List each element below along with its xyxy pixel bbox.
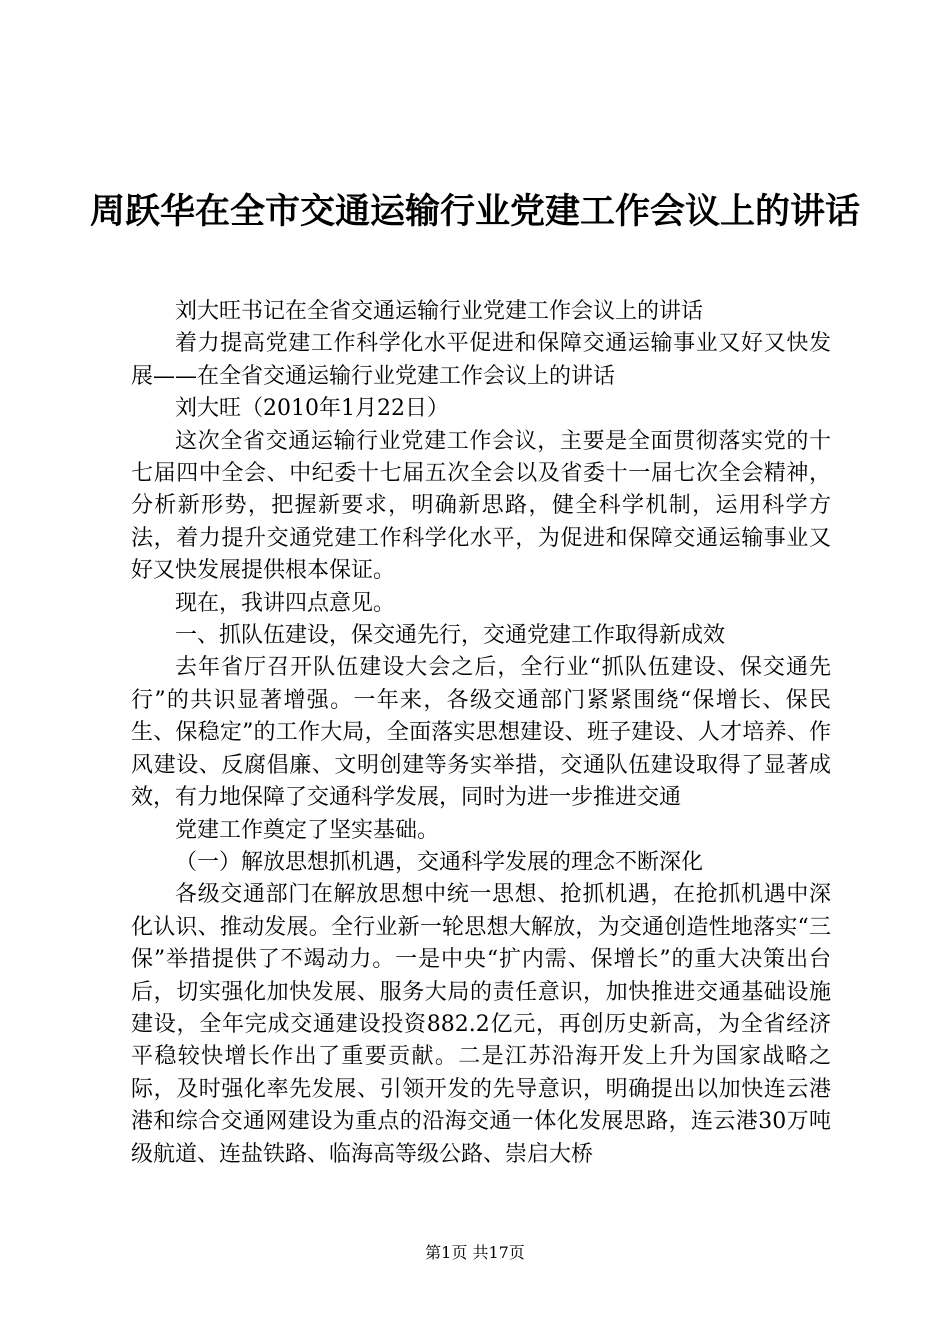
- body-paragraph: 刘大旺（2010年1月22日）: [175, 396, 449, 422]
- body-paragraph: 这次全省交通运输行业党建工作会议，主要是全面贯彻落实党的十七届四中全会、中纪委十七届五次全会以及省委十一届七次全会精神，分析新形势，把握新要求，明确新思路，健全科学机制，运用科学方法，着力提升交通党建工作科学化水平，为促进和保障交通运输事业又好又快发展提供根本保证。: [131, 428, 831, 584]
- subsection-heading: （一）解放思想抓机遇，交通科学发展的理念不断深化: [175, 849, 704, 875]
- body-paragraph: 现在，我讲四点意见。: [175, 590, 396, 616]
- body-paragraph: 刘大旺书记在全省交通运输行业党建工作会议上的讲话: [175, 299, 704, 324]
- body-paragraph: 着力提高党建工作科学化水平促进和保障交通运输事业又好又快发展——在全省交通运输行业党建工作会议上的讲话: [131, 331, 831, 389]
- section-heading: 一、抓队伍建设，保交通先行，交通党建工作取得新成效: [175, 623, 726, 649]
- page-footer: 第1页 共17页: [425, 1243, 525, 1262]
- document-body: [131, 296, 831, 1171]
- body-paragraph: 党建工作奠定了坚实基础。: [175, 817, 440, 843]
- document-title: 周跃华在全市交通运输行业党建工作会议上的讲话: [89, 192, 860, 232]
- body-paragraph: 去年省厅召开队伍建设大会之后，全行业“抓队伍建设、保交通先行”的共识显著增强。一年来，各级交通部门紧紧围绕“保增长、保民生、保稳定”的工作大局，全面落实思想建设、班子建设、人才培养、作风建设、反腐倡廉、文明创建等务实举措，交通队伍建设取得了显著成效，有力地保障了交通科学发展，同时为进一步推进交通: [131, 655, 831, 811]
- body-paragraph: 各级交通部门在解放思想中统一思想、抢抓机遇，在抢抓机遇中深化认识、推动发展。全行业新一轮思想大解放，为交通创造性地落实“三保”举措提供了不竭动力。一是中央“扩内需、保增长”的重大决策出台后，切实强化加快发展、服务大局的责任意识，加快推进交通基础设施建设，全年完成交通建设投资882.2亿元，再创历史新高，为全省经济平稳较快增长作出了重要贡献。二是江苏沿海开发上升为国家战略之际，及时强化率先发展、引领开发的先导意识，明确提出以加快连云港港和综合交通网建设为重点的沿海交通一体化发展思路，连云港30万吨级航道、连盐铁路、临海高等级公路、崇启大桥: [131, 882, 831, 1167]
